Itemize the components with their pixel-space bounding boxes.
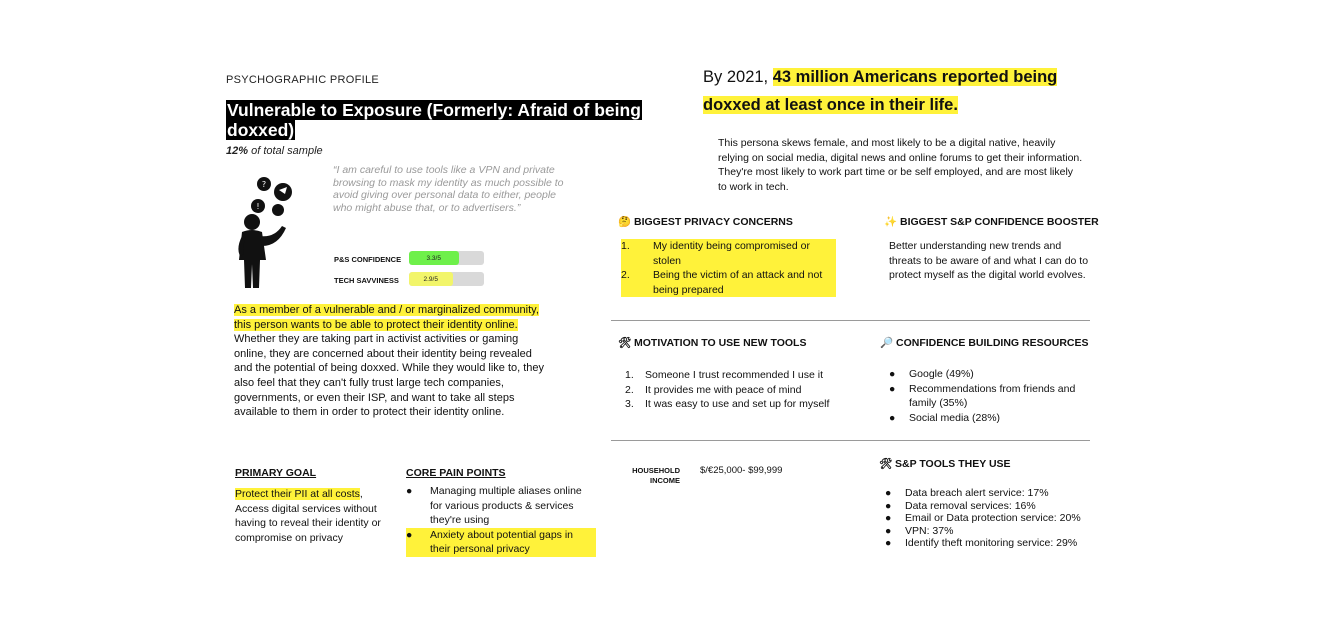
tools-icon: 🛠 — [879, 458, 893, 470]
list-item: ● Data breach alert service: 17% — [885, 487, 1049, 499]
list-item: ● Managing multiple aliases online for various products & services they're using — [406, 485, 582, 526]
list-item: ● VPN: 37% — [885, 524, 954, 537]
list-item: ● Social media (28%) — [889, 411, 1001, 424]
confidence-meter — [409, 251, 484, 265]
tools-icon: 🛠 — [618, 337, 632, 349]
persona-title: Vulnerable to Exposure (Formerly: Afraid of being doxxed) — [227, 100, 641, 140]
list-item: ● Google (49%) — [889, 368, 974, 380]
list-item: ● Data removal services: 16% — [885, 499, 1036, 512]
motivation-list — [625, 368, 855, 412]
magnifier-icon: 🔎 — [880, 337, 894, 349]
persona-description: As a member of a vulnerable and / or marginalized community, this person wants to be able to protect their identity online. Whether they are taking part in activist activities or gaming online, they are concerned about their identity being revealed and the potential of being doxxed. While they would like to, they also feel that they can't fully trust large tech companies, governments, or even their ISP, and want to take all steps available to them in order to protect their identity online. — [234, 304, 545, 419]
list-item: ● Identify theft monitoring service: 29% — [885, 537, 1078, 550]
privacy-concerns-list — [621, 239, 836, 297]
resources-heading: 🔎 CONFIDENCE BUILDING RESOURCES — [880, 337, 1089, 349]
meter-label-tech: TECH SAVVINESS — [334, 276, 399, 285]
tech-savviness-meter — [409, 272, 484, 286]
sparkles-icon: ✨ — [884, 216, 898, 228]
primary-goal-heading: PRIMARY GOAL — [235, 467, 317, 479]
persona-illustration-icon — [236, 176, 300, 290]
persona-quote: “I am careful to use tools like a VPN and private browsing to mask my identity as much possible to avoid giving over personal data to either, people who might abuse that, or to advertisers.” — [333, 164, 564, 214]
list-item: 1. My identity being compromised or stolen — [621, 239, 836, 268]
list-item: 3. It was easy to use and set up for myself — [625, 398, 830, 410]
household-income-label: HOUSEHOLD INCOME — [632, 466, 680, 485]
list-item: 1. Someone I trust recommended I use it — [625, 369, 824, 381]
pain-points-list — [406, 484, 596, 557]
tech-savviness-meter-fill: 2.9/5 — [409, 272, 453, 286]
svg-text:?: ? — [261, 180, 267, 189]
thinking-face-icon: 🤔 — [618, 216, 632, 228]
list-item: ● Recommendations from friends and family (35%) — [889, 382, 1076, 409]
list-item: 2. It provides me with peace of mind — [625, 383, 802, 396]
resources-list — [889, 367, 1089, 425]
motivation-heading: 🛠 MOTIVATION TO USE NEW TOOLS — [618, 337, 807, 349]
list-item: ● Anxiety about potential gaps in their personal privacy — [406, 528, 596, 557]
list-item: 2. Being the victim of an attack and not being prepared — [621, 268, 836, 297]
confidence-meter-fill: 3.3/5 — [409, 251, 459, 265]
booster-text: Better understanding new trends and threats to be aware of and what I can do to protect myself as the digital world evolves. — [889, 240, 1089, 281]
section-divider — [611, 440, 1090, 441]
privacy-concerns-heading: 🤔 BIGGEST PRIVACY CONCERNS — [618, 216, 793, 228]
persona-summary: This persona skews female, and most likely to be a digital native, heavily relying on social media, digital news and online forums to get their information. They're most likely to work part time or be self employed, and are most likely to work in tech. — [718, 137, 1083, 193]
sample-share: 12% of total sample — [226, 145, 323, 157]
svg-text:!: ! — [256, 202, 260, 211]
household-income-value: $/€25,000- $99,999 — [700, 465, 783, 476]
booster-heading: ✨ BIGGEST S&P CONFIDENCE BOOSTER — [884, 216, 1099, 228]
meter-label-confidence: P&S CONFIDENCE — [334, 255, 402, 264]
section-divider — [611, 320, 1090, 321]
tools-heading: 🛠 S&P TOOLS THEY USE — [879, 458, 1011, 470]
pain-points-heading: CORE PAIN POINTS — [406, 467, 506, 479]
list-item: ● Email or Data protection service: 20% — [885, 512, 1081, 525]
primary-goal-text: Protect their PII at all costs, Access digital services without having to reveal their identity or compromise on privacy — [235, 488, 381, 544]
tools-list — [885, 487, 1110, 550]
profile-label: PSYCHOGRAPHIC PROFILE — [226, 74, 379, 86]
statistic-headline: By 2021, 43 million Americans reported being doxxed at least once in their life. — [703, 68, 1058, 114]
